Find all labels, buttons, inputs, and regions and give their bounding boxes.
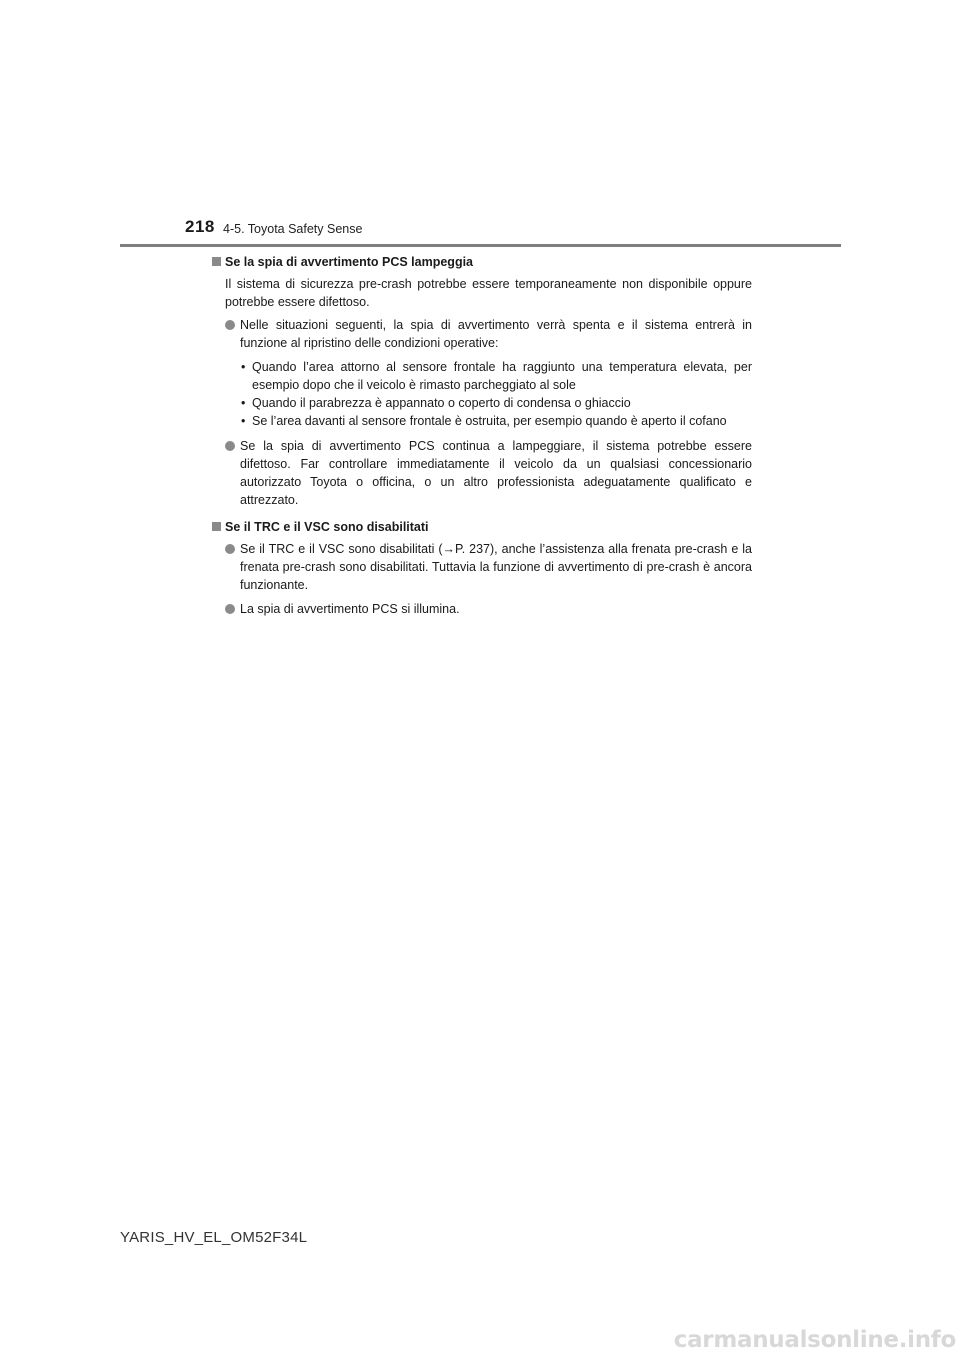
circle-bullet-icon	[225, 604, 235, 614]
sub-list	[212, 358, 752, 430]
bullet-text: La spia di avvertimento PCS si illumina.	[240, 602, 460, 616]
square-bullet-icon	[212, 257, 221, 266]
circle-bullet-icon	[225, 544, 235, 554]
page-content	[212, 253, 752, 624]
sub-list-item: • Quando l’area attorno al sensore frontale ha raggiunto una temperatura elevata, per esempio dopo che il veicolo è rimasto parcheggiato al sole	[212, 358, 752, 394]
sub-list-item: • Quando il parabrezza è appannato o coperto di condensa o ghiaccio	[212, 394, 752, 412]
watermark-text[interactable]: carmanualsonline.info	[673, 1327, 956, 1353]
section-heading	[212, 253, 752, 271]
square-bullet-icon	[212, 522, 221, 531]
bullet-item	[212, 600, 752, 618]
section-heading	[212, 518, 752, 536]
page-number: 218	[185, 217, 215, 236]
bullet-text: Nelle situazioni seguenti, la spia di avvertimento verrà spenta e il sistema entrerà in funzione al ripristino delle condizioni operative:	[240, 318, 752, 350]
bullet-item	[212, 316, 752, 352]
sub-list-item: • Se l’area davanti al sensore frontale è ostruita, per esempio quando è aperto il cofano	[212, 412, 752, 430]
heading-text: Se il TRC e il VSC sono disabilitati	[225, 520, 429, 534]
section-title: 4-5. Toyota Safety Sense	[223, 222, 363, 236]
bullet-text: Se il TRC e il VSC sono disabilitati (→P. 237), anche l’assistenza alla frenata pre-crash e la frenata pre-crash sono disabilitati. Tuttavia la funzione di avvertimento di pre-crash è ancora funzionante.	[240, 542, 752, 592]
bullet-item	[212, 540, 752, 594]
bullet-item	[212, 437, 752, 509]
heading-text: Se la spia di avvertimento PCS lampeggia	[225, 255, 474, 269]
header-rule	[120, 244, 841, 247]
circle-bullet-icon	[225, 441, 235, 451]
manual-code: YARIS_HV_EL_OM52F34L	[120, 1229, 308, 1246]
circle-bullet-icon	[225, 320, 235, 330]
section-paragraph: Il sistema di sicurezza pre-crash potrebbe essere temporaneamente non disponibile oppure potrebbe essere difettoso.	[225, 277, 752, 309]
bullet-text: Se la spia di avvertimento PCS continua a lampeggiare, il sistema potrebbe essere difettoso. Far controllare immediatamente il veicolo da un qualsiasi concessionario autorizzato Toyota o officina, o un altro professionista adeguatamente qualificato e attrezzato.	[240, 439, 752, 507]
